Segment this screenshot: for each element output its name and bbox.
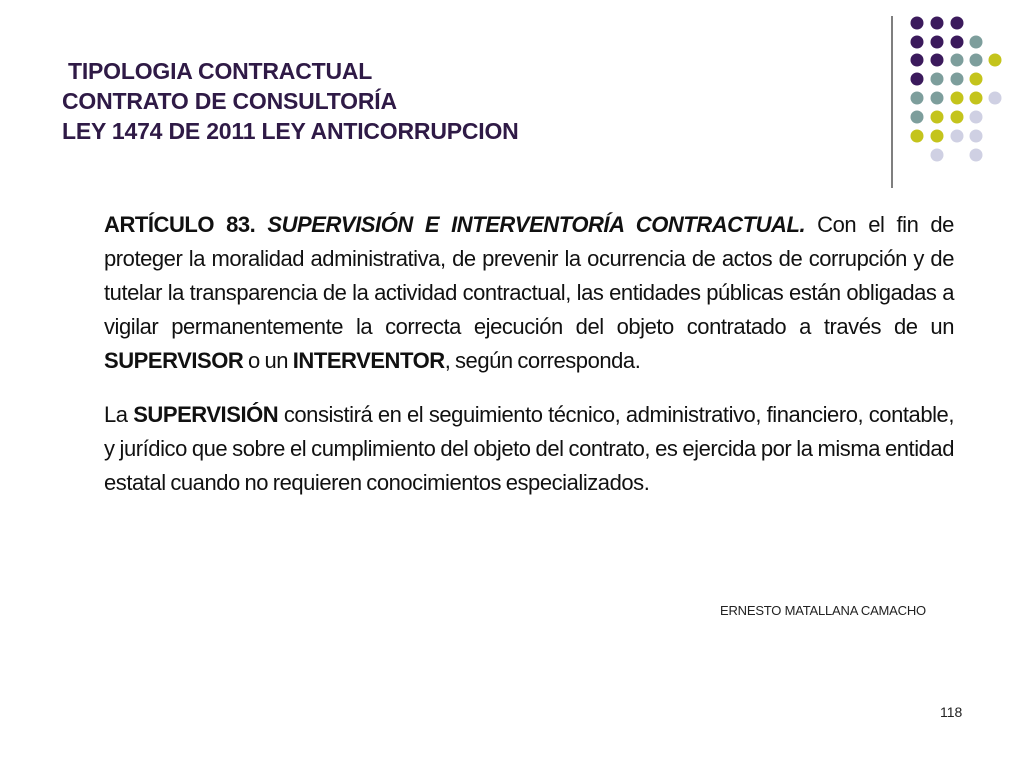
dot bbox=[931, 149, 944, 162]
title-line-3: LEY 1474 DE 2011 LEY ANTICORRUPCION bbox=[62, 118, 519, 144]
dot bbox=[970, 54, 983, 67]
slide-title bbox=[62, 56, 822, 146]
dot bbox=[989, 92, 1002, 105]
article-label: ARTÍCULO 83. bbox=[104, 212, 256, 237]
supervisor-term: SUPERVISOR bbox=[104, 348, 244, 373]
dot bbox=[911, 36, 924, 49]
article-text-2: , según corresponda. bbox=[444, 348, 641, 373]
author-credit: ERNESTO MATALLANA CAMACHO bbox=[720, 603, 926, 618]
dot bbox=[911, 73, 924, 86]
dot bbox=[931, 73, 944, 86]
supervision-term: SUPERVISIÓN bbox=[133, 402, 279, 427]
dot bbox=[951, 17, 964, 30]
supervision-intro: La bbox=[104, 402, 128, 427]
article-paragraph bbox=[104, 208, 954, 378]
dot bbox=[911, 17, 924, 30]
decorative-dot-grid bbox=[880, 12, 1020, 192]
dot bbox=[951, 111, 964, 124]
dot bbox=[911, 54, 924, 67]
page-number: 118 bbox=[940, 704, 963, 720]
dot bbox=[951, 54, 964, 67]
dot bbox=[951, 92, 964, 105]
title-line-1: TIPOLOGIA CONTRACTUAL bbox=[68, 58, 373, 84]
supervision-text: consistirá en el seguimiento técnico, administrativo, financiero, contable, y jurídico que sobre el cumplimiento del objeto del contrato, es ejercida por la misma entidad estatal cuando no requieren conocimientos especializados. bbox=[104, 402, 954, 495]
dot bbox=[989, 54, 1002, 67]
dot bbox=[931, 36, 944, 49]
dot bbox=[951, 36, 964, 49]
title-line-2: CONTRATO DE CONSULTORÍA bbox=[62, 88, 397, 114]
dot bbox=[911, 111, 924, 124]
dot bbox=[931, 17, 944, 30]
supervision-paragraph bbox=[104, 398, 954, 500]
dot bbox=[911, 92, 924, 105]
dot bbox=[970, 36, 983, 49]
dot bbox=[970, 73, 983, 86]
interventor-term: INTERVENTOR bbox=[292, 348, 445, 373]
dot bbox=[970, 130, 983, 143]
dot bbox=[911, 130, 924, 143]
dot bbox=[970, 111, 983, 124]
dot bbox=[951, 130, 964, 143]
dot bbox=[931, 92, 944, 105]
dot bbox=[931, 130, 944, 143]
slide-body bbox=[104, 208, 954, 520]
article-text-1: Con el fin de proteger la moralidad administrativa, de prevenir la ocurrencia de actos de corrupción y de tutelar la transparencia de la actividad contractual, las entidades públicas están obligadas a vigilar permanentemente la correcta ejecución del objeto contratado a través de un bbox=[104, 212, 954, 339]
dot bbox=[931, 111, 944, 124]
article-connector: o un bbox=[248, 348, 289, 373]
dot bbox=[970, 149, 983, 162]
dot bbox=[931, 54, 944, 67]
article-heading: SUPERVISIÓN E INTERVENTORÍA CONTRACTUAL. bbox=[267, 212, 806, 237]
dot bbox=[951, 73, 964, 86]
dot bbox=[970, 92, 983, 105]
